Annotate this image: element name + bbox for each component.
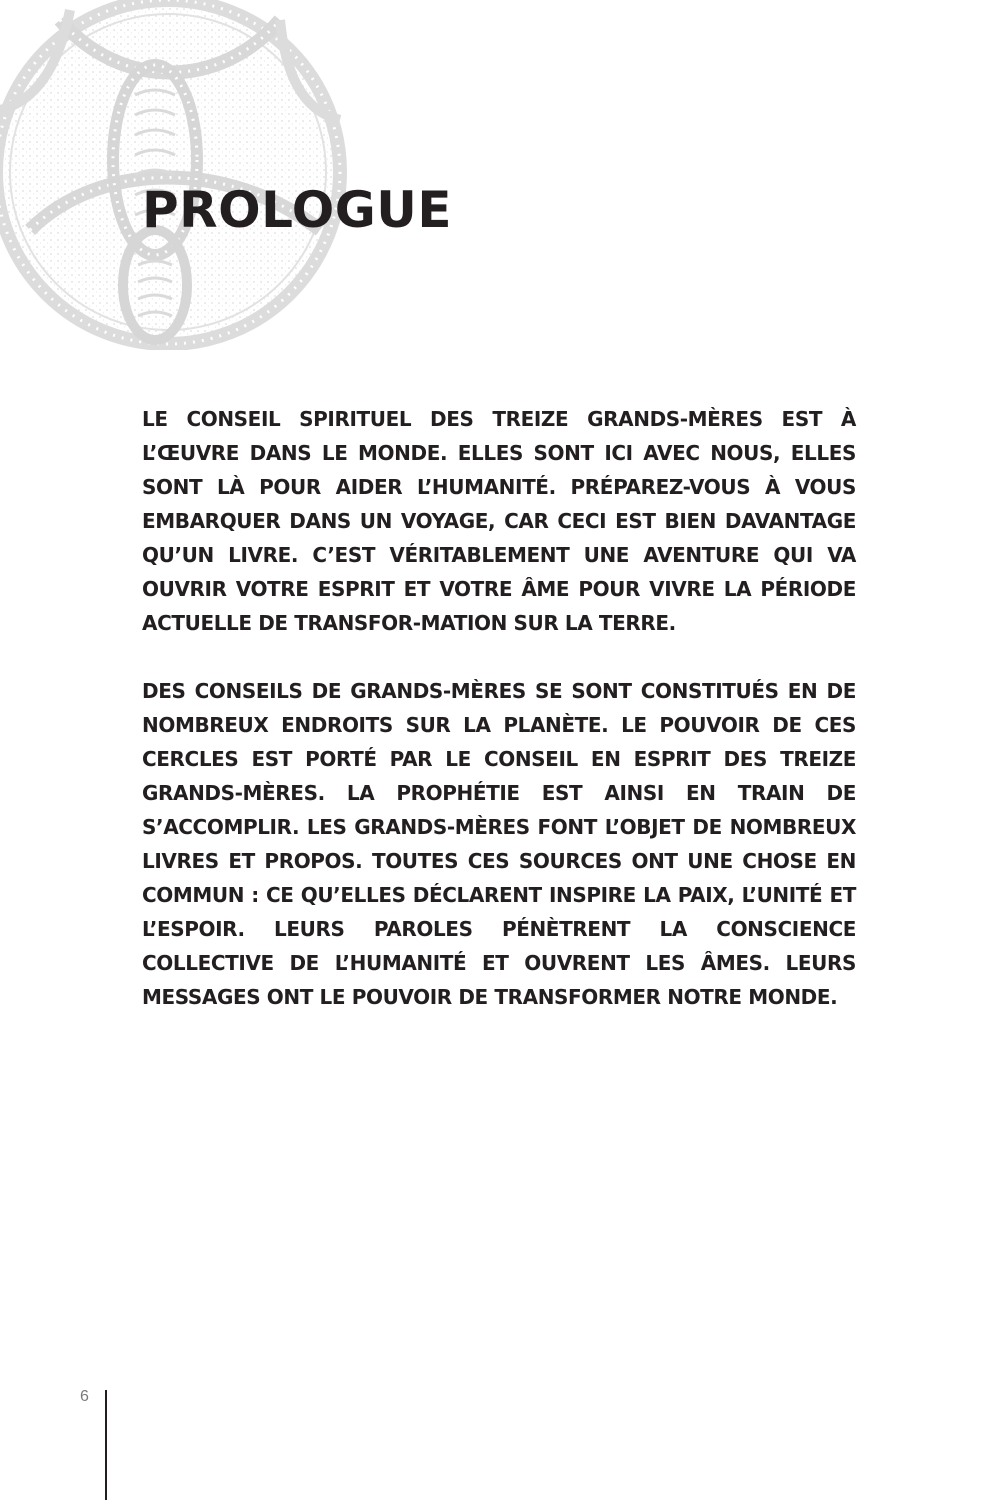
paragraph-1: LE CONSEIL SPIRITUEL DES TREIZE GRANDS-MÈRES EST À L’ŒUVRE DANS LE MONDE. ELLES SONT ICI AVEC NOUS, ELLES SONT LÀ POUR AIDER L’HUMANITÉ. PRÉPAREZ-VOUS À VOUS EMBARQUER DANS UN VOYAGE, CAR CECI EST BIEN DAVANTAGE QU’UN LIVRE. C’EST VÉRITABLEMENT UNE AVENTURE QUI VA OUVRIR VOTRE ESPRIT ET VOTRE ÂME POUR VIVRE LA PÉRIODE ACTUELLE DE TRANSFOR-MATION SUR LA TERRE. bbox=[142, 407, 856, 635]
paragraph-2: DES CONSEILS DE GRANDS-MÈRES SE SONT CONSTITUÉS EN DE NOMBREUX ENDROITS SUR LA PLANÈTE. LE POUVOIR DE CES CERCLES EST PORTÉ PAR LE CONSEIL EN ESPRIT DES TREIZE GRANDS-MÈRES. LA PROPHÉTIE EST AINSI EN TRAIN DE S’ACCOMPLIR. LES GRANDS-MÈRES FONT L’OBJET DE NOMBREUX LIVRES ET PROPOS. TOUTES CES SOURCES ONT UNE CHOSE EN COMMUN : CE QU’ELLES DÉCLARENT INSPIRE LA PAIX, L’UNITÉ ET L’ESPOIR. LEURS PAROLES PÉNÈTRENT LA CONSCIENCE COLLECTIVE DE L’HUMANITÉ ET OUVRENT LES ÂMES. LEURS MESSAGES ONT LE POUVOIR DE TRANSFORMER NOTRE MONDE. bbox=[142, 679, 856, 1009]
prologue-body bbox=[142, 402, 856, 1014]
decorative-mandala-ornament bbox=[0, 0, 350, 350]
page-title: PROLOGUE bbox=[142, 181, 453, 239]
page-number-divider bbox=[105, 1390, 107, 1500]
page-number: 6 bbox=[80, 1388, 89, 1405]
